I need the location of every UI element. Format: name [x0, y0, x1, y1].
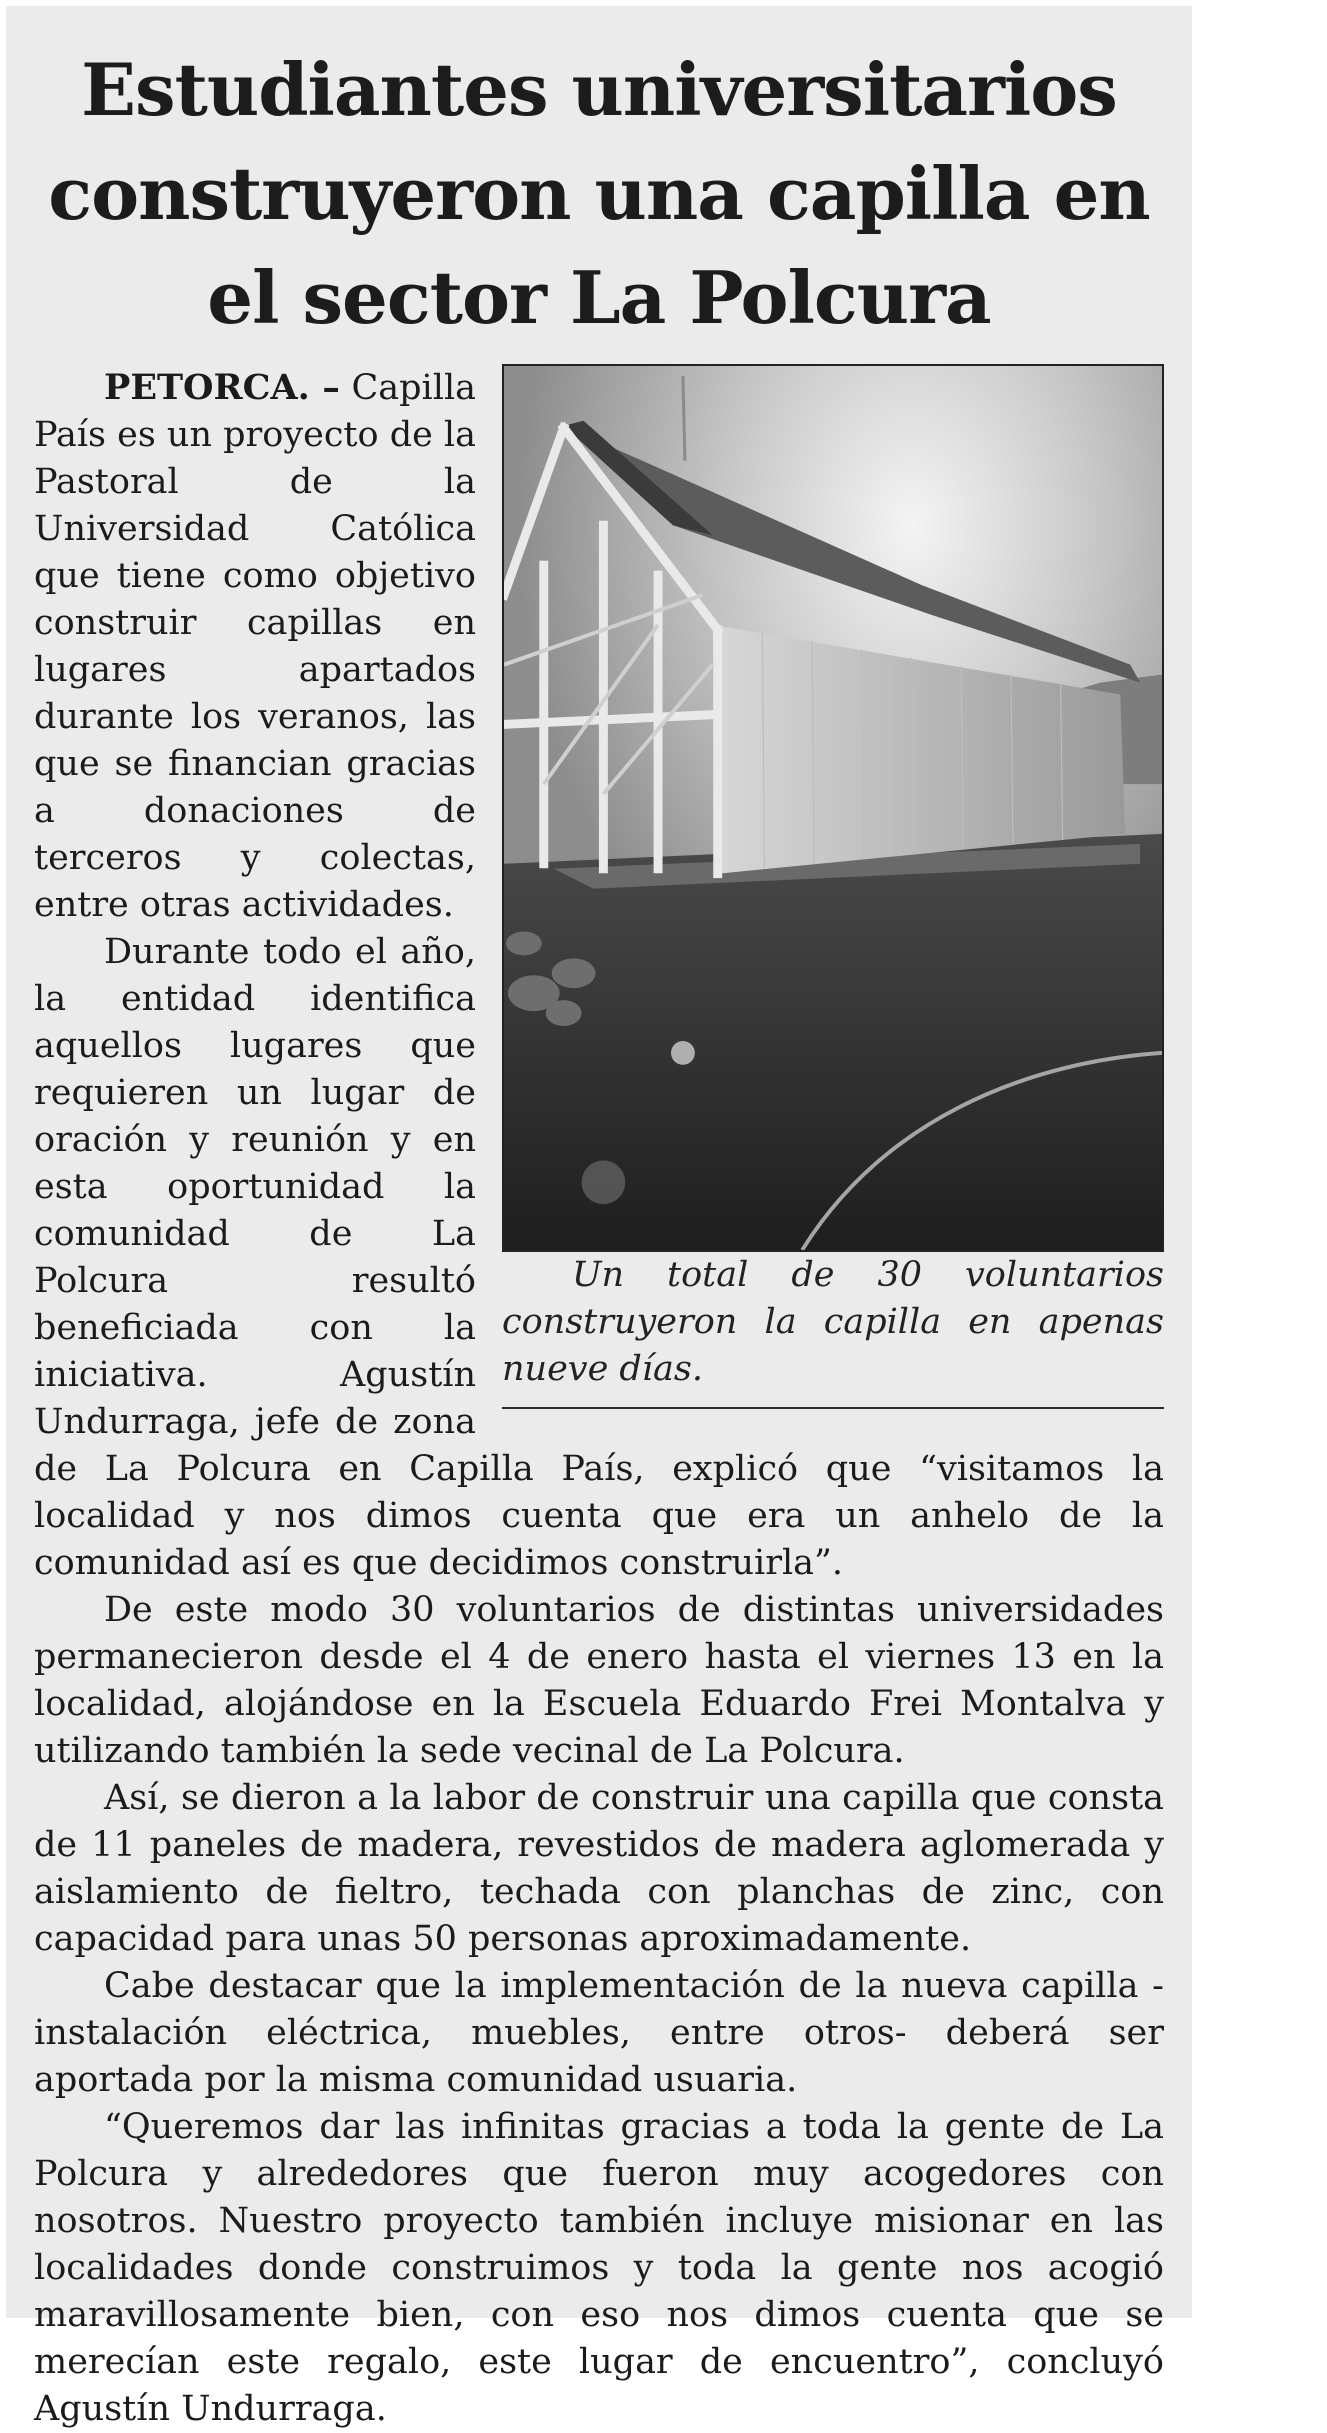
newspaper-clipping	[6, 6, 1192, 2429]
paragraph-3: De este modo 30 voluntarios de distintas universidades permanecieron desde el 4 de enero hasta el viernes 13 en la localidad, alojándose en la Escuela Eduardo Frei Montalva y utilizando también la sede vecinal de La Polcura.	[34, 1590, 1164, 1771]
paragraph-1-text: Capilla País es un proyecto de la Pastoral de la Universidad Católica que tiene como objetivo construir capillas en lugares apartados durante los veranos, las que se financian gracias a donaciones de terceros y colectas, entre otras actividades.	[34, 368, 476, 925]
paragraph-5: Cabe destacar que la implementación de la nueva capilla -instalación eléctrica, muebles, entre otros- deberá ser aportada por la misma comunidad usuaria.	[34, 1966, 1164, 2100]
article-body	[34, 364, 1164, 2433]
paragraph-6: “Queremos dar las infinitas gracias a toda la gente de La Polcura y alrededores que fueron muy acogedores con nosotros. Nuestro proyecto también incluye misionar en las localidades donde construimos y toda la gente nos acogió maravillosamente bien, con eso nos dimos cuenta que se merecían este regalo, este lugar de encuentro”, concluyó Agustín Undurraga.	[34, 2107, 1164, 2429]
paragraph-4: Así, se dieron a la labor de construir una capilla que consta de 11 paneles de madera, revestidos de madera aglomerada y aislamiento de fieltro, techada con planchas de zinc, con capacidad para unas 50 personas aproximadamente.	[34, 1778, 1164, 1959]
photo-caption: Un total de 30 voluntarios construyeron la capilla en apenas nueve días.	[502, 1252, 1164, 1409]
paragraph-2: Durante todo el año, la entidad identifica aquellos lugares que requieren un lugar de oración y reunión y en esta oportunidad la comunidad de La Polcura resultó beneficiada con la iniciativa. Agustín Undurraga, jefe de zona de La Polcura en Capilla País, explicó que “visitamos la localidad y nos dimos cuenta que era un anhelo de la comunidad así es que decidimos construirla”.	[34, 932, 1164, 1583]
photo-figure	[502, 364, 1164, 1409]
headline: Estudiantes universitarios construyeron una capilla en el sector La Polcura	[48, 47, 1150, 340]
dateline: PETORCA. –	[104, 367, 340, 408]
chapel-photo	[502, 364, 1164, 1252]
